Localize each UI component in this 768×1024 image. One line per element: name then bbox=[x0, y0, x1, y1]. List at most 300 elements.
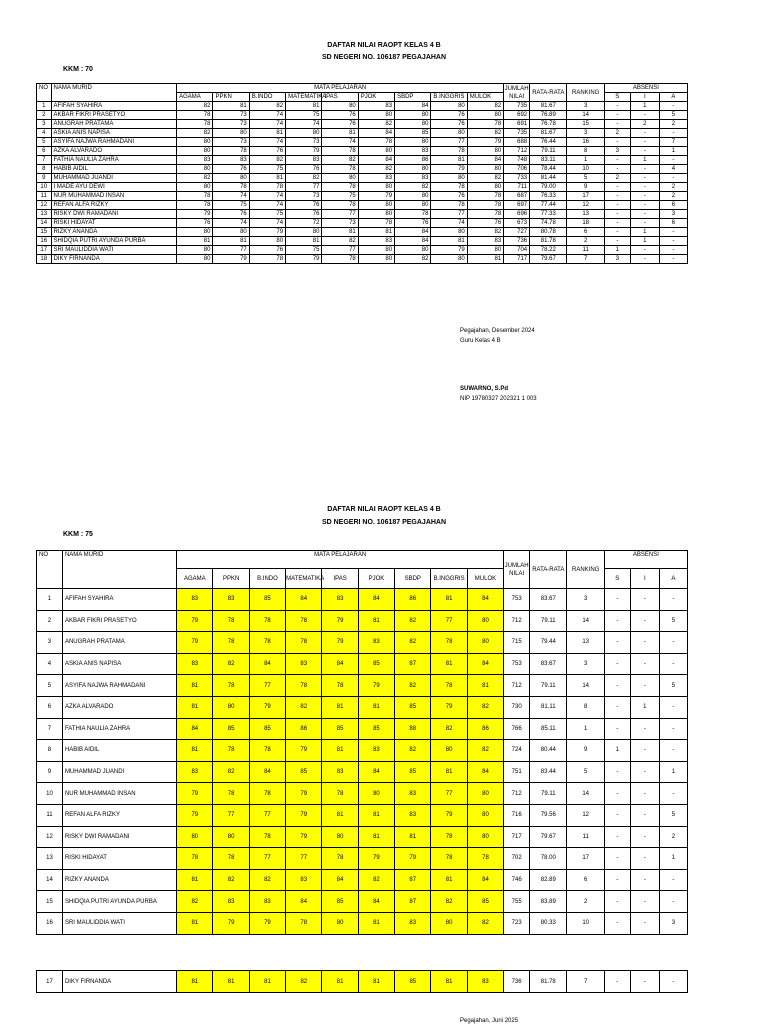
score-cell: 80 bbox=[213, 129, 249, 138]
attendance-cell: 1 bbox=[604, 246, 630, 255]
header-average: RATA-RATA bbox=[530, 551, 567, 589]
score-cell: 80 bbox=[467, 826, 503, 848]
attendance-cell: - bbox=[659, 740, 687, 762]
score-cell: 85 bbox=[322, 891, 358, 913]
doc1-signer-name: SUWARNO, S.Pd bbox=[460, 386, 509, 392]
attendance-cell: - bbox=[630, 589, 659, 611]
score-cell: 80 bbox=[322, 102, 358, 111]
student-name: AFIFAH SYAHIRA bbox=[51, 102, 177, 111]
score-cell: 84 bbox=[395, 228, 431, 237]
score-cell: 77 bbox=[213, 246, 249, 255]
attendance-cell: - bbox=[604, 111, 630, 120]
score-cell: 78 bbox=[322, 183, 358, 192]
average-score: 81.67 bbox=[530, 102, 567, 111]
total-score: 696 bbox=[504, 210, 530, 219]
score-cell: 78 bbox=[467, 120, 503, 129]
score-cell: 76 bbox=[431, 120, 467, 129]
score-cell: 87 bbox=[395, 869, 431, 891]
total-score: 753 bbox=[504, 653, 530, 675]
attendance-cell: 2 bbox=[604, 129, 630, 138]
score-cell: 79 bbox=[322, 610, 358, 632]
score-cell: 81 bbox=[213, 237, 249, 246]
rank-cell: 17 bbox=[567, 848, 604, 870]
score-cell: 82 bbox=[322, 237, 358, 246]
score-cell: 80 bbox=[358, 255, 394, 264]
attendance-cell: - bbox=[630, 210, 659, 219]
doc2-grade-table bbox=[36, 550, 688, 935]
total-score: 712 bbox=[504, 610, 530, 632]
student-name: ASYIFA NAJWA RAHMADANI bbox=[51, 138, 177, 147]
score-cell: 83 bbox=[286, 653, 322, 675]
score-cell: 82 bbox=[249, 156, 285, 165]
total-score: 723 bbox=[504, 912, 530, 934]
score-cell: 82 bbox=[177, 129, 213, 138]
score-cell: 80 bbox=[467, 147, 503, 156]
row-number: 2 bbox=[37, 610, 63, 632]
rank-cell: 13 bbox=[567, 210, 604, 219]
student-name: ANUGRAH PRATAMA bbox=[62, 632, 176, 654]
score-cell: 82 bbox=[286, 696, 322, 718]
average-score: 77.33 bbox=[530, 210, 567, 219]
header-subject: AGAMA bbox=[177, 93, 213, 102]
score-cell: 81 bbox=[177, 869, 213, 891]
score-cell: 82 bbox=[467, 129, 503, 138]
score-cell: 81 bbox=[213, 102, 249, 111]
row-number: 1 bbox=[37, 589, 63, 611]
doc1-teacher-role: Guru Kelas 4 B bbox=[460, 338, 501, 344]
attendance-cell: - bbox=[604, 610, 630, 632]
score-cell: 80 bbox=[467, 804, 503, 826]
student-name: RISKI HIDAYAT bbox=[51, 219, 177, 228]
student-name: AZKA ALVARADO bbox=[51, 147, 177, 156]
score-cell: 76 bbox=[249, 246, 285, 255]
attendance-cell: - bbox=[604, 761, 630, 783]
attendance-cell: - bbox=[659, 718, 687, 740]
score-cell: 85 bbox=[249, 589, 285, 611]
attendance-cell: 3 bbox=[604, 147, 630, 156]
score-cell: 80 bbox=[395, 201, 431, 210]
header-average: RATA-RATA bbox=[530, 84, 567, 102]
score-cell: 84 bbox=[358, 156, 394, 165]
row-number: 16 bbox=[37, 237, 52, 246]
score-cell: 80 bbox=[431, 740, 467, 762]
score-cell: 80 bbox=[395, 165, 431, 174]
score-cell: 81 bbox=[358, 826, 394, 848]
average-score: 82.89 bbox=[530, 869, 567, 891]
attendance-cell: - bbox=[630, 610, 659, 632]
score-cell: 76 bbox=[286, 165, 322, 174]
header-subject: B.INGGRIS bbox=[431, 569, 467, 589]
attendance-cell: - bbox=[604, 210, 630, 219]
attendance-cell: - bbox=[630, 718, 659, 740]
attendance-cell: - bbox=[630, 255, 659, 264]
score-cell: 82 bbox=[467, 228, 503, 237]
score-cell: 84 bbox=[322, 869, 358, 891]
score-cell: 80 bbox=[177, 246, 213, 255]
average-score: 79.44 bbox=[530, 632, 567, 654]
score-cell: 80 bbox=[177, 147, 213, 156]
score-cell: 82 bbox=[395, 610, 431, 632]
row-number: 6 bbox=[37, 696, 63, 718]
score-cell: 80 bbox=[467, 632, 503, 654]
attendance-cell: - bbox=[604, 192, 630, 201]
score-cell: 81 bbox=[431, 869, 467, 891]
header-subject: AGAMA bbox=[177, 569, 213, 589]
attendance-cell: - bbox=[604, 219, 630, 228]
header-subject: MATEMATIKA bbox=[286, 93, 322, 102]
score-cell: 83 bbox=[213, 891, 249, 913]
score-cell: 79 bbox=[177, 610, 213, 632]
total-score: 755 bbox=[504, 891, 530, 913]
score-cell: 80 bbox=[177, 255, 213, 264]
score-cell: 83 bbox=[395, 912, 431, 934]
row-number: 17 bbox=[37, 971, 63, 993]
score-cell: 83 bbox=[286, 156, 322, 165]
student-name: MUHAMMAD JUANDI bbox=[51, 174, 177, 183]
score-cell: 73 bbox=[213, 138, 249, 147]
student-name: I MADE AYU DEWI bbox=[51, 183, 177, 192]
student-row bbox=[37, 120, 688, 129]
score-cell: 83 bbox=[395, 147, 431, 156]
attendance-cell: - bbox=[630, 891, 659, 913]
score-cell: 77 bbox=[249, 848, 285, 870]
attendance-cell: - bbox=[604, 183, 630, 192]
doc1-school: SD NEGERI NO. 106187 PEGAJAHAN bbox=[321, 54, 447, 61]
rank-cell: 13 bbox=[567, 632, 604, 654]
row-number: 9 bbox=[37, 761, 63, 783]
attendance-cell: 5 bbox=[659, 610, 687, 632]
attendance-cell: - bbox=[659, 228, 687, 237]
score-cell: 83 bbox=[322, 589, 358, 611]
rank-cell: 12 bbox=[567, 201, 604, 210]
score-cell: 84 bbox=[467, 589, 503, 611]
score-cell: 81 bbox=[431, 237, 467, 246]
score-cell: 84 bbox=[358, 129, 394, 138]
attendance-cell: 2 bbox=[659, 120, 687, 129]
score-cell: 78 bbox=[249, 783, 285, 805]
score-cell: 81 bbox=[177, 237, 213, 246]
score-cell: 82 bbox=[177, 891, 213, 913]
attendance-cell: - bbox=[659, 869, 687, 891]
score-cell: 80 bbox=[249, 237, 285, 246]
score-cell: 80 bbox=[322, 912, 358, 934]
score-cell: 80 bbox=[467, 165, 503, 174]
score-cell: 77 bbox=[322, 246, 358, 255]
score-cell: 78 bbox=[249, 632, 285, 654]
attendance-cell: - bbox=[604, 102, 630, 111]
rank-cell: 17 bbox=[567, 192, 604, 201]
attendance-cell: - bbox=[630, 174, 659, 183]
header-subject: B.INDO bbox=[249, 569, 285, 589]
header-subject: MULOK bbox=[467, 569, 503, 589]
attendance-cell: - bbox=[659, 971, 687, 993]
score-cell: 78 bbox=[286, 610, 322, 632]
score-cell: 74 bbox=[286, 120, 322, 129]
attendance-cell: - bbox=[659, 632, 687, 654]
total-score: 715 bbox=[504, 632, 530, 654]
student-name: REFAN ALFA RIZKY bbox=[51, 201, 177, 210]
header-total-line2: NILAI bbox=[509, 93, 525, 100]
attendance-cell: - bbox=[630, 192, 659, 201]
score-cell: 80 bbox=[358, 111, 394, 120]
score-cell: 84 bbox=[249, 761, 285, 783]
score-cell: 75 bbox=[322, 192, 358, 201]
score-cell: 76 bbox=[322, 111, 358, 120]
attendance-cell: 1 bbox=[604, 740, 630, 762]
score-cell: 74 bbox=[249, 192, 285, 201]
score-cell: 74 bbox=[322, 138, 358, 147]
student-name: AKBAR FIKRI PRASETYO bbox=[62, 610, 176, 632]
attendance-cell: 7 bbox=[659, 138, 687, 147]
total-score: 712 bbox=[504, 675, 530, 697]
score-cell: 84 bbox=[467, 156, 503, 165]
total-score: 711 bbox=[504, 183, 530, 192]
score-cell: 78 bbox=[213, 783, 249, 805]
score-cell: 77 bbox=[213, 804, 249, 826]
attendance-cell: - bbox=[630, 971, 659, 993]
score-cell: 78 bbox=[249, 826, 285, 848]
score-cell: 83 bbox=[395, 783, 431, 805]
student-row bbox=[37, 740, 688, 762]
doc1-title: DAFTAR NILAI RAOPT KELAS 4 B bbox=[327, 42, 441, 49]
score-cell: 86 bbox=[395, 156, 431, 165]
score-cell: 83 bbox=[286, 869, 322, 891]
student-name: FATHIA NAULIA ZAHRA bbox=[51, 156, 177, 165]
score-cell: 78 bbox=[322, 783, 358, 805]
score-cell: 87 bbox=[395, 653, 431, 675]
row-number: 15 bbox=[37, 891, 63, 913]
score-cell: 78 bbox=[467, 848, 503, 870]
score-cell: 81 bbox=[177, 696, 213, 718]
attendance-cell: 3 bbox=[604, 255, 630, 264]
score-cell: 84 bbox=[395, 237, 431, 246]
score-cell: 79 bbox=[431, 165, 467, 174]
attendance-cell: 4 bbox=[659, 165, 687, 174]
student-row bbox=[37, 971, 688, 993]
score-cell: 82 bbox=[286, 174, 322, 183]
score-cell: 77 bbox=[249, 804, 285, 826]
score-cell: 78 bbox=[177, 111, 213, 120]
score-cell: 80 bbox=[358, 783, 394, 805]
average-score: 81.78 bbox=[530, 237, 567, 246]
row-number: 7 bbox=[37, 156, 52, 165]
average-score: 80.44 bbox=[530, 740, 567, 762]
average-score: 79.67 bbox=[530, 826, 567, 848]
attendance-cell: - bbox=[659, 129, 687, 138]
score-cell: 84 bbox=[177, 718, 213, 740]
score-cell: 81 bbox=[358, 228, 394, 237]
header-subject: PPKN bbox=[213, 569, 249, 589]
score-cell: 80 bbox=[395, 192, 431, 201]
row-number: 4 bbox=[37, 653, 63, 675]
score-cell: 78 bbox=[467, 192, 503, 201]
attendance-cell: 1 bbox=[630, 156, 659, 165]
student-row bbox=[37, 653, 688, 675]
score-cell: 76 bbox=[467, 219, 503, 228]
score-cell: 79 bbox=[431, 246, 467, 255]
score-cell: 78 bbox=[322, 165, 358, 174]
total-score: 712 bbox=[504, 147, 530, 156]
score-cell: 80 bbox=[177, 183, 213, 192]
score-cell: 84 bbox=[249, 653, 285, 675]
header-subject: B.INDO bbox=[249, 93, 285, 102]
total-score: 735 bbox=[504, 102, 530, 111]
score-cell: 82 bbox=[395, 675, 431, 697]
student-name: RISKI HIDAYAT bbox=[62, 848, 176, 870]
attendance-cell: - bbox=[630, 804, 659, 826]
attendance-cell: 2 bbox=[630, 120, 659, 129]
score-cell: 78 bbox=[467, 210, 503, 219]
score-cell: 78 bbox=[358, 219, 394, 228]
attendance-cell: - bbox=[604, 201, 630, 210]
score-cell: 83 bbox=[213, 589, 249, 611]
header-attendance-absent: A bbox=[659, 93, 687, 102]
score-cell: 80 bbox=[213, 696, 249, 718]
score-cell: 78 bbox=[431, 183, 467, 192]
score-cell: 78 bbox=[395, 210, 431, 219]
attendance-cell: - bbox=[604, 156, 630, 165]
header-subject: PJOK bbox=[358, 93, 394, 102]
attendance-cell: 1 bbox=[659, 147, 687, 156]
score-cell: 84 bbox=[286, 891, 322, 913]
total-score: 751 bbox=[504, 761, 530, 783]
student-name: RISKY DWI RAMADANI bbox=[62, 826, 176, 848]
header-subjects-group: MATA PELAJARAN bbox=[177, 551, 504, 569]
doc2-school: SD NEGERI NO. 106187 PEGAJAHAN bbox=[321, 519, 447, 526]
rank-cell: 10 bbox=[567, 165, 604, 174]
attendance-cell: - bbox=[659, 237, 687, 246]
score-cell: 80 bbox=[322, 174, 358, 183]
student-name: AFIFAH SYAHIRA bbox=[62, 589, 176, 611]
average-score: 81.11 bbox=[530, 696, 567, 718]
score-cell: 83 bbox=[358, 102, 394, 111]
score-cell: 81 bbox=[322, 740, 358, 762]
score-cell: 78 bbox=[431, 147, 467, 156]
attendance-cell: 2 bbox=[604, 174, 630, 183]
student-name: ASKIA ANIS NAPISA bbox=[62, 653, 176, 675]
student-row bbox=[37, 589, 688, 611]
score-cell: 78 bbox=[286, 912, 322, 934]
score-cell: 74 bbox=[213, 192, 249, 201]
score-cell: 82 bbox=[431, 891, 467, 913]
attendance-cell: - bbox=[630, 632, 659, 654]
student-row bbox=[37, 783, 688, 805]
score-cell: 78 bbox=[213, 740, 249, 762]
score-cell: 80 bbox=[467, 783, 503, 805]
attendance-cell: - bbox=[659, 653, 687, 675]
student-row bbox=[37, 228, 688, 237]
student-name: SRI MAULIDDIA WATI bbox=[62, 912, 176, 934]
attendance-cell: - bbox=[604, 912, 630, 934]
header-attendance-group: ABSENSI bbox=[604, 84, 687, 93]
student-row bbox=[37, 718, 688, 740]
rank-cell: 7 bbox=[567, 971, 604, 993]
header-total-line1: JUMLAH bbox=[504, 562, 529, 569]
score-cell: 83 bbox=[358, 632, 394, 654]
rank-cell: 2 bbox=[567, 891, 604, 913]
attendance-cell: - bbox=[604, 891, 630, 913]
average-score: 79.00 bbox=[530, 183, 567, 192]
attendance-cell: 1 bbox=[630, 237, 659, 246]
score-cell: 78 bbox=[467, 201, 503, 210]
score-cell: 84 bbox=[286, 589, 322, 611]
score-cell: 78 bbox=[213, 610, 249, 632]
rank-cell: 11 bbox=[567, 246, 604, 255]
attendance-cell: - bbox=[604, 869, 630, 891]
rank-cell: 3 bbox=[567, 102, 604, 111]
student-row bbox=[37, 219, 688, 228]
student-row bbox=[37, 147, 688, 156]
header-subject: MULOK bbox=[467, 93, 503, 102]
score-cell: 81 bbox=[322, 228, 358, 237]
score-cell: 78 bbox=[213, 183, 249, 192]
score-cell: 77 bbox=[322, 210, 358, 219]
score-cell: 85 bbox=[395, 696, 431, 718]
score-cell: 79 bbox=[395, 848, 431, 870]
score-cell: 76 bbox=[431, 192, 467, 201]
score-cell: 80 bbox=[467, 610, 503, 632]
total-score: 697 bbox=[504, 201, 530, 210]
attendance-cell: - bbox=[604, 718, 630, 740]
header-subject: SBDP bbox=[395, 569, 431, 589]
score-cell: 82 bbox=[467, 740, 503, 762]
attendance-cell: - bbox=[659, 174, 687, 183]
total-score: 736 bbox=[504, 971, 530, 993]
score-cell: 83 bbox=[358, 740, 394, 762]
doc1-signer-nip: NIP 19780327 202321 1 003 bbox=[460, 396, 537, 402]
score-cell: 80 bbox=[395, 138, 431, 147]
score-cell: 75 bbox=[286, 111, 322, 120]
score-cell: 73 bbox=[213, 120, 249, 129]
score-cell: 78 bbox=[249, 740, 285, 762]
score-cell: 81 bbox=[177, 675, 213, 697]
score-cell: 78 bbox=[322, 255, 358, 264]
score-cell: 86 bbox=[467, 718, 503, 740]
student-row bbox=[37, 610, 688, 632]
score-cell: 85 bbox=[358, 718, 394, 740]
header-total bbox=[504, 551, 530, 589]
rank-cell: 1 bbox=[567, 156, 604, 165]
average-score: 83.89 bbox=[530, 891, 567, 913]
total-score: 706 bbox=[504, 165, 530, 174]
attendance-cell: - bbox=[604, 589, 630, 611]
score-cell: 82 bbox=[467, 174, 503, 183]
score-cell: 84 bbox=[467, 653, 503, 675]
rank-cell: 14 bbox=[567, 111, 604, 120]
score-cell: 78 bbox=[213, 632, 249, 654]
score-cell: 79 bbox=[213, 255, 249, 264]
header-total-line1: JUMLAH bbox=[504, 85, 529, 92]
score-cell: 83 bbox=[177, 589, 213, 611]
attendance-cell: 3 bbox=[659, 210, 687, 219]
score-cell: 79 bbox=[286, 740, 322, 762]
score-cell: 86 bbox=[286, 718, 322, 740]
score-cell: 83 bbox=[322, 761, 358, 783]
row-number: 13 bbox=[37, 210, 52, 219]
student-name: AKBAR FIKRI PRASETYO bbox=[51, 111, 177, 120]
score-cell: 84 bbox=[358, 761, 394, 783]
rank-cell: 15 bbox=[567, 120, 604, 129]
attendance-cell: - bbox=[604, 632, 630, 654]
doc1-grade-table bbox=[36, 83, 688, 264]
score-cell: 75 bbox=[249, 210, 285, 219]
rank-cell: 9 bbox=[567, 740, 604, 762]
row-number: 12 bbox=[37, 201, 52, 210]
rank-cell: 3 bbox=[567, 653, 604, 675]
attendance-cell: 5 bbox=[659, 111, 687, 120]
score-cell: 77 bbox=[431, 610, 467, 632]
average-score: 79.56 bbox=[530, 804, 567, 826]
